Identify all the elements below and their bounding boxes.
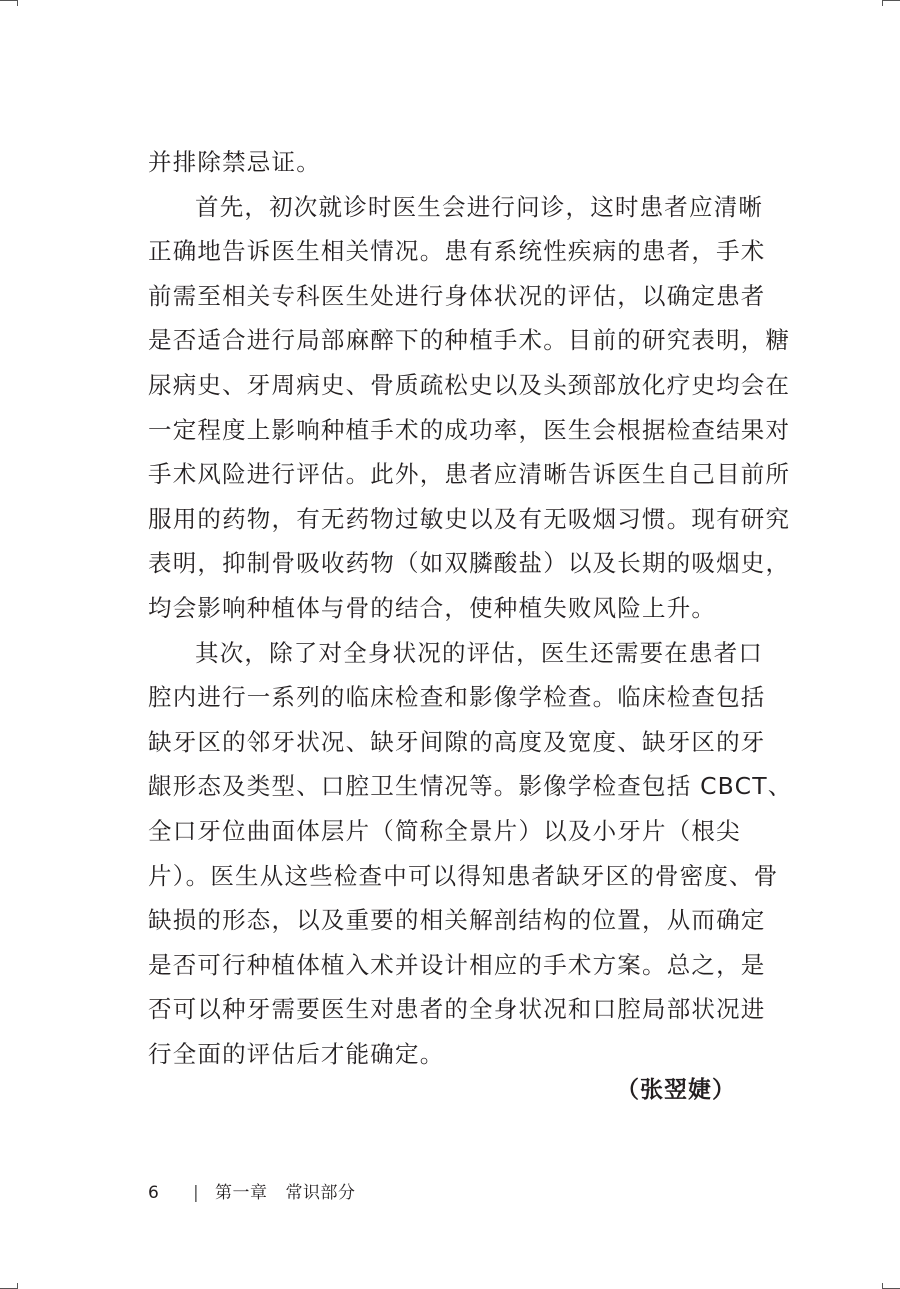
page-number: 6 bbox=[148, 1183, 159, 1203]
body-text bbox=[148, 140, 793, 1076]
section-title: 常识部分 bbox=[285, 1183, 356, 1203]
text-line: 缺损的形态，以及重要的相关解剖结构的位置，从而确定 bbox=[148, 906, 766, 935]
crop-mark bbox=[882, 1283, 883, 1289]
text-line: 前需至相关专科医生处进行身体状况的评估，以确定患者 bbox=[148, 281, 766, 310]
page-footer bbox=[148, 1180, 356, 1206]
text-line: 一定程度上影响种植手术的成功率，医生会根据检查结果对 bbox=[148, 415, 791, 444]
text-line: 首先，初次就诊时医生会进行问诊，这时患者应清晰 bbox=[195, 192, 764, 221]
chapter-title: 第一章 bbox=[215, 1183, 268, 1203]
crop-mark bbox=[17, 1283, 18, 1289]
text-line: 片）。医生从这些检查中可以得知患者缺牙区的骨密度、骨 bbox=[148, 861, 779, 890]
text-line: 是否可行种植体植入术并设计相应的手术方案。总之，是 bbox=[148, 950, 766, 979]
crop-mark bbox=[17, 0, 18, 6]
text-line: 手术风险进行评估。此外，患者应清晰告诉医生自己目前所 bbox=[148, 460, 791, 489]
text-line: 是否适合进行局部麻醉下的种植手术。目前的研究表明，糖 bbox=[148, 326, 791, 355]
author-credit: （张翌婕） bbox=[616, 1077, 736, 1103]
footer-separator: | bbox=[193, 1183, 199, 1203]
text-line: 腔内进行一系列的临床检查和影像学检查。临床检查包括 bbox=[148, 683, 766, 712]
text-line: 均会影响种植体与骨的结合，使种植失败风险上升。 bbox=[148, 593, 717, 622]
text-line: 行全面的评估后才能确定。 bbox=[148, 1039, 445, 1068]
text-line: 表明，抑制骨吸收药物（如双膦酸盐）以及长期的吸烟史， bbox=[148, 549, 791, 578]
text-line: 否可以种牙需要医生对患者的全身状况和口腔局部状况进 bbox=[148, 995, 766, 1024]
text-line: 尿病史、牙周病史、骨质疏松史以及头颈部放化疗史均会在 bbox=[148, 370, 791, 399]
text-line: 正确地告诉医生相关情况。患有系统性疾病的患者，手术 bbox=[148, 237, 766, 266]
text-line: 缺牙区的邻牙状况、缺牙间隙的高度及宽度、缺牙区的牙 bbox=[148, 727, 766, 756]
crop-mark bbox=[0, 0, 18, 1]
text-line: 并排除禁忌证。 bbox=[148, 148, 321, 176]
crop-mark bbox=[882, 0, 883, 6]
crop-mark bbox=[882, 0, 900, 1]
text-line: 全口牙位曲面体层片（简称全景片）以及小牙片（根尖 bbox=[148, 816, 741, 845]
text-line: 服用的药物，有无药物过敏史以及有无吸烟习惯。现有研究 bbox=[148, 504, 791, 533]
text-line: 其次，除了对全身状况的评估，医生还需要在患者口 bbox=[195, 638, 764, 667]
text-line: 龈形态及类型、口腔卫生情况等。影像学检查包括 CBCT、 bbox=[148, 772, 793, 801]
